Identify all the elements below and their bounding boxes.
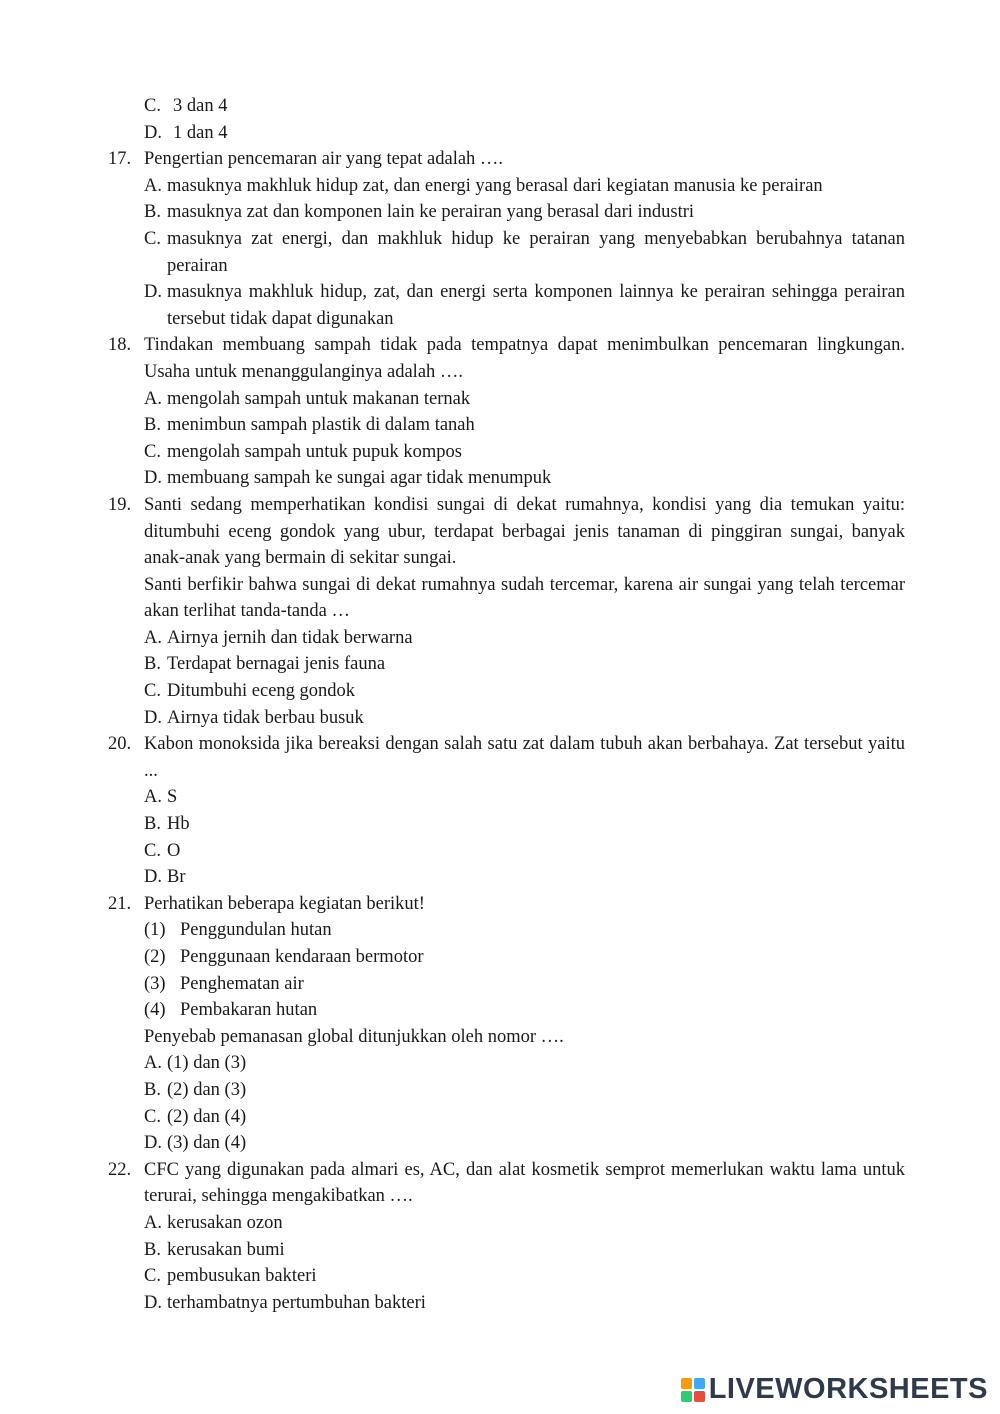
option-text: membuang sampah ke sungai agar tidak menumpuk <box>167 468 552 489</box>
option-label: C. <box>144 228 161 249</box>
question-number: 17. <box>108 149 132 170</box>
option <box>144 1237 905 1264</box>
question-number: 20. <box>108 734 132 755</box>
question-stem-continued: Santi berfikir bahwa sungai di dekat rumahnya sudah tercemar, karena air sungai yang telah tercemar akan terlihat tanda-tanda … <box>144 574 905 622</box>
option <box>144 226 905 279</box>
option-text: pembusukan bakteri <box>167 1266 317 1287</box>
option-label: C. <box>144 840 161 861</box>
option-label: D. <box>144 1292 162 1313</box>
option <box>144 1210 905 1237</box>
option <box>144 120 905 147</box>
option-text: 3 dan 4 <box>173 96 228 116</box>
option <box>144 1263 905 1290</box>
option-label: C. <box>144 96 161 116</box>
option <box>144 1077 905 1104</box>
statement-item <box>144 971 905 998</box>
question-number: 19. <box>108 494 132 515</box>
option-label: D. <box>144 1133 162 1154</box>
option <box>144 1130 905 1157</box>
option-text: mengolah sampah untuk makanan ternak <box>167 388 471 409</box>
statement-label: (2) <box>144 947 166 967</box>
option <box>144 199 905 226</box>
option-label: C. <box>144 1266 161 1287</box>
statement-text: Penggundulan hutan <box>180 920 332 941</box>
option-text: masuknya makhluk hidup, zat, dan energi serta komponen lainnya ke perairan sehingga perairan tersebut tidak dapat digunakan <box>167 282 905 329</box>
option-text: (2) dan (4) <box>167 1106 247 1127</box>
option-label: A. <box>144 1053 162 1074</box>
option-text: (3) dan (4) <box>167 1133 247 1154</box>
option <box>144 811 905 838</box>
option-text: menimbun sampah plastik di dalam tanah <box>167 415 475 436</box>
option-text: kerusakan bumi <box>167 1239 285 1260</box>
option <box>144 1104 905 1131</box>
logo-square <box>694 1378 705 1389</box>
option-label: A. <box>144 388 162 409</box>
option <box>144 651 905 678</box>
option <box>144 784 905 811</box>
option-label: D. <box>144 468 162 489</box>
question-list <box>108 93 905 1316</box>
question-21 <box>108 891 905 1157</box>
option-text: Terdapat bernagai jenis fauna <box>167 654 386 675</box>
statement-text: Penghematan air <box>180 973 304 994</box>
option-text: masuknya zat energi, dan makhluk hidup ke perairan yang menyebabkan berubahnya tatanan perairan <box>167 228 905 276</box>
option <box>144 439 905 466</box>
option-label: D. <box>144 707 162 728</box>
option-text: mengolah sampah untuk pupuk kompos <box>167 441 462 462</box>
option <box>144 1290 905 1317</box>
option-text: (1) dan (3) <box>167 1053 247 1074</box>
question-stem: Kabon monoksida jika bereaksi dengan salah satu zat dalam tubuh akan berbahaya. Zat tersebut yaitu ... <box>144 734 905 781</box>
option <box>144 93 905 120</box>
logo-square <box>694 1391 705 1402</box>
option-label: C. <box>144 441 161 462</box>
option-label: A. <box>144 1212 162 1233</box>
watermark-text: LIVEWORKSHEETS <box>708 1373 988 1405</box>
option-text: masuknya zat dan komponen lain ke perairan yang berasal dari industri <box>167 202 695 223</box>
question-stem: Tindakan membuang sampah tidak pada tempatnya dapat menimbulkan pencemaran lingkungan. Usaha untuk menanggulanginya adalah …. <box>144 335 905 382</box>
question-number: 18. <box>108 335 132 356</box>
question-19 <box>108 492 905 731</box>
question-20 <box>108 731 905 891</box>
option-text: Ditumbuhi eceng gondok <box>167 681 356 702</box>
option-label: B. <box>144 814 161 835</box>
option <box>144 864 905 891</box>
option <box>144 386 905 413</box>
logo-square <box>681 1391 692 1402</box>
option-text: Airnya tidak berbau busuk <box>167 707 364 728</box>
statement-item <box>144 944 905 971</box>
option <box>144 1050 905 1077</box>
option-label: D. <box>144 867 162 888</box>
statement-item <box>144 997 905 1024</box>
option <box>144 173 905 200</box>
option-text: O <box>167 840 181 861</box>
option-text: terhambatnya pertumbuhan bakteri <box>167 1292 426 1313</box>
question-number: 21. <box>108 893 132 914</box>
question-stem: Santi sedang memperhatikan kondisi sungai di dekat rumahnya, kondisi yang dia temukan yaitu: ditumbuhi eceng gondok yang ubur, terdapat berbagai jenis tanaman di pinggiran sungai, banyak anak-anak yang bermain di sekitar sungai. <box>144 494 905 569</box>
question-stem: Pengertian pencemaran air yang tepat adalah …. <box>144 149 504 170</box>
option <box>144 838 905 865</box>
option-text: Airnya jernih dan tidak berwarna <box>167 627 413 648</box>
statement-label: (4) <box>144 1000 166 1021</box>
statement-text: Penggunaan kendaraan bermotor <box>180 947 424 967</box>
option-label: D. <box>144 122 162 143</box>
liveworksheets-watermark <box>681 1373 988 1406</box>
logo-square <box>681 1378 692 1389</box>
option-text: (2) dan (3) <box>167 1079 247 1100</box>
question-stem: Perhatikan beberapa kegiatan berikut! <box>144 893 425 914</box>
option-label: A. <box>144 175 162 196</box>
option <box>144 678 905 705</box>
option-label: A. <box>144 787 162 808</box>
option <box>144 705 905 732</box>
option <box>144 625 905 652</box>
option-label: B. <box>144 654 161 675</box>
option-text: S <box>167 787 178 808</box>
statement-label: (1) <box>144 920 166 941</box>
option-text: kerusakan ozon <box>167 1212 283 1233</box>
option-label: A. <box>144 627 162 648</box>
option-label: D. <box>144 282 162 303</box>
option-label: B. <box>144 415 161 436</box>
option-text: Hb <box>167 814 190 835</box>
option-label: B. <box>144 1079 161 1100</box>
statement-label: (3) <box>144 973 166 994</box>
question-16-continued <box>108 93 905 146</box>
option-label: B. <box>144 1239 161 1260</box>
statement-item <box>144 917 905 944</box>
option-text: masuknya makhluk hidup zat, dan energi yang berasal dari kegiatan manusia ke perairan <box>167 175 823 196</box>
question-stem: CFC yang digunakan pada almari es, AC, dan alat kosmetik semprot memerlukan waktu lama untuk terurai, sehingga mengakibatkan …. <box>144 1159 905 1207</box>
option-label: C. <box>144 1106 161 1127</box>
question-18 <box>108 332 905 492</box>
option-label: B. <box>144 202 161 223</box>
option <box>144 279 905 332</box>
question-number: 22. <box>108 1159 132 1180</box>
option <box>144 412 905 439</box>
option-label: C. <box>144 681 161 702</box>
option-text: 1 dan 4 <box>173 122 228 143</box>
liveworksheets-logo-icon <box>681 1378 705 1402</box>
question-stem-continued: Penyebab pemanasan global ditunjukkan oleh nomor …. <box>144 1026 564 1047</box>
option-text: Br <box>167 867 186 888</box>
statement-text: Pembakaran hutan <box>180 1000 318 1021</box>
option <box>144 465 905 492</box>
question-17 <box>108 146 905 332</box>
question-22 <box>108 1157 905 1317</box>
